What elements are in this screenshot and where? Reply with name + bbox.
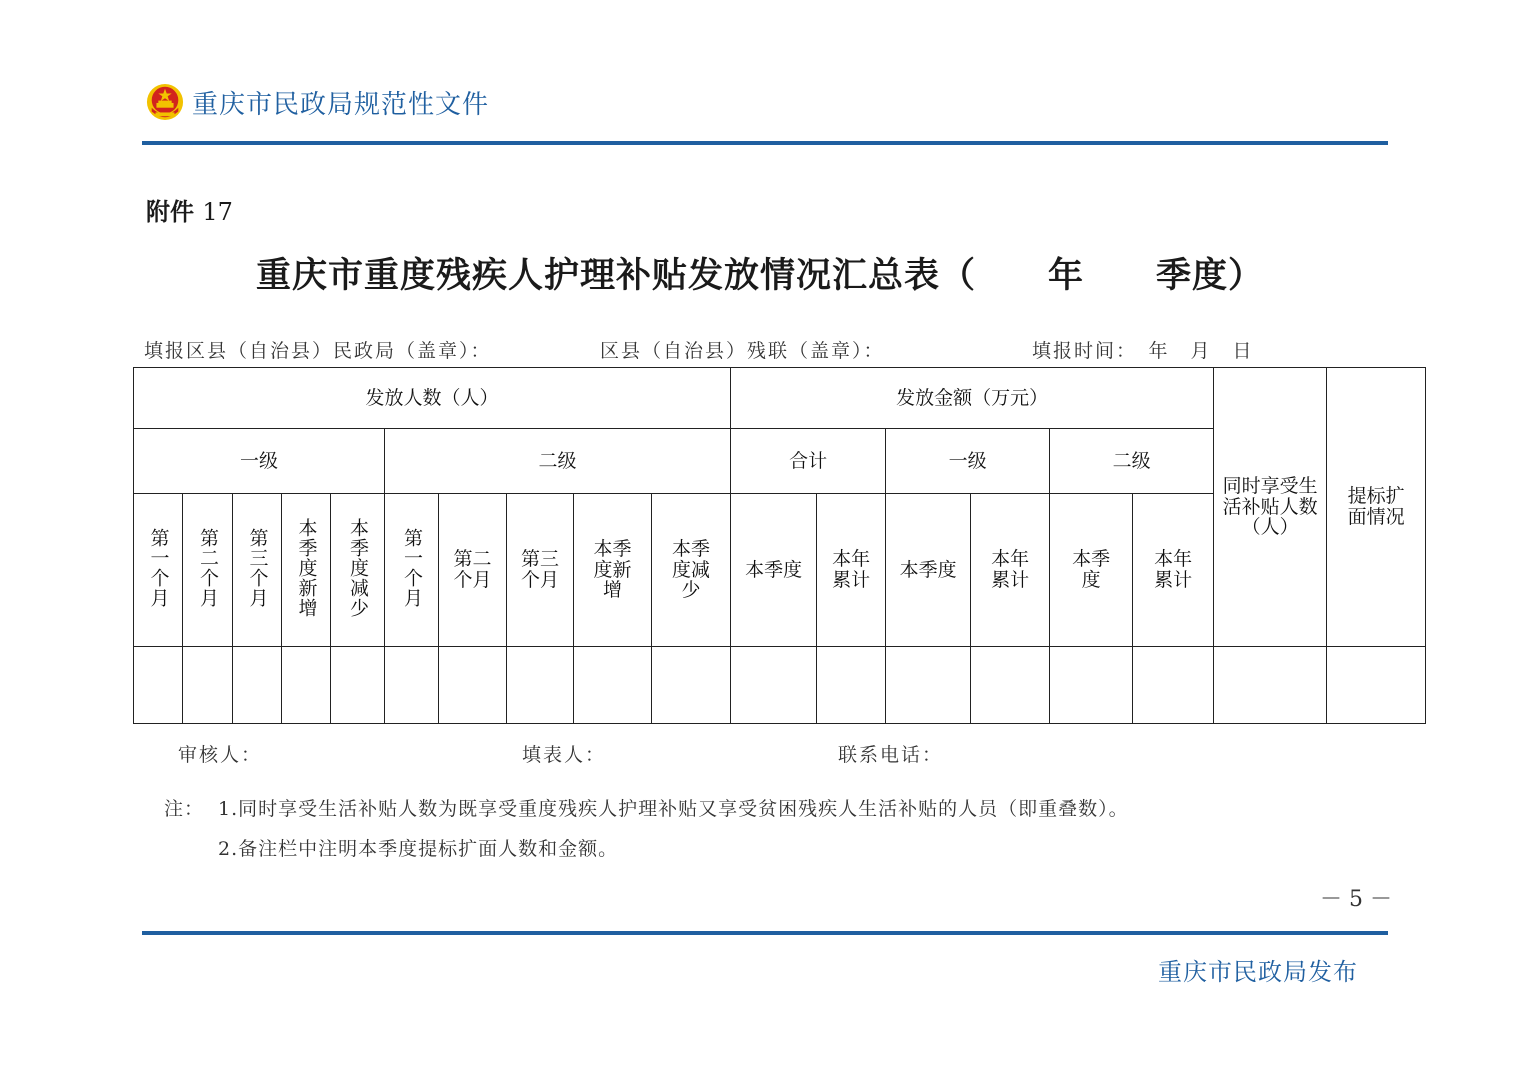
people-l2-new-label: 本季度新增 [593, 537, 632, 602]
note-2: 2.备注栏中注明本季度提标扩面人数和金额。 [218, 838, 619, 860]
table-cell[interactable] [971, 647, 1050, 724]
filler-label: 填表人： [522, 744, 607, 766]
header-title: 重庆市民政局规范性文件 [192, 89, 490, 120]
phone-label: 联系电话： [838, 744, 944, 766]
people-level1-header: 一级 [134, 429, 385, 494]
amount-l1-quarter-header: 本季度 [886, 494, 971, 647]
amount-l1-year-header [971, 494, 1050, 647]
table-cell[interactable] [731, 647, 817, 724]
amount-l1-year-label: 本年累计 [991, 548, 1030, 591]
table-cell[interactable] [574, 647, 652, 724]
expand-header [1327, 368, 1426, 647]
people-l1-month1-header [134, 494, 183, 647]
people-l2-decrease-header [652, 494, 731, 647]
concurrent-subsidy-label: 同时享受生活补贴人数（人） [1222, 474, 1318, 539]
footer-publisher: 重庆市民政局发布 [1158, 958, 1358, 986]
header-rule [142, 141, 1388, 145]
amount-total-header: 合计 [731, 429, 886, 494]
group-people-header: 发放人数（人） [134, 368, 731, 429]
amount-level2-header: 二级 [1050, 429, 1214, 494]
people-l2-month2-header [439, 494, 507, 647]
amount-l2-quarter-label: 本季度 [1072, 548, 1111, 591]
people-l1-month1-label: 第一个月 [147, 527, 170, 608]
table-cell[interactable] [183, 647, 233, 724]
people-l2-month3-label: 第三个月 [520, 548, 559, 591]
table-cell[interactable] [282, 647, 331, 724]
table-row [134, 647, 1426, 724]
national-emblem-icon [146, 83, 184, 121]
amount-total-year-header [817, 494, 886, 647]
table-header-row-1 [134, 368, 1426, 429]
table-cell[interactable] [233, 647, 282, 724]
table-cell[interactable] [817, 647, 886, 724]
attachment-label [146, 192, 233, 227]
people-l2-month3-header [507, 494, 574, 647]
footer-rule [142, 931, 1388, 935]
notes-prefix: 注： [164, 798, 205, 820]
table-cell[interactable] [652, 647, 731, 724]
table-cell[interactable] [439, 647, 507, 724]
amount-total-quarter-header: 本季度 [731, 494, 817, 647]
people-l1-decrease-header [331, 494, 385, 647]
amount-level1-header: 一级 [886, 429, 1050, 494]
note-1: 1.同时享受生活补贴人数为既享受重度残疾人护理补贴又享受贫困残疾人生活补贴的人员（即重叠数）。 [218, 798, 1129, 820]
people-l2-month2-label: 第二个月 [453, 548, 492, 591]
table-cell[interactable] [1133, 647, 1214, 724]
document-title: 重庆市重度残疾人护理补贴发放情况汇总表（ 年 季度） [255, 255, 1264, 296]
amount-total-year-label: 本年累计 [832, 548, 871, 591]
table-cell[interactable] [1327, 647, 1426, 724]
people-l1-month3-label: 第三个月 [246, 527, 269, 608]
people-l2-new-header [574, 494, 652, 647]
meta-fill-time: 填报时间： 年 月 日 [1032, 340, 1254, 362]
people-l2-decrease-label: 本季度减少 [672, 537, 711, 602]
amount-l2-year-label: 本年累计 [1154, 548, 1193, 591]
people-l1-new-label: 本季度新增 [295, 517, 318, 618]
table-cell[interactable] [385, 647, 439, 724]
table-cell[interactable] [1214, 647, 1327, 724]
table-cell[interactable] [134, 647, 183, 724]
table-cell[interactable] [1050, 647, 1133, 724]
people-l1-new-header [282, 494, 331, 647]
people-l2-month1-label: 第一个月 [400, 527, 423, 608]
table-cell[interactable] [886, 647, 971, 724]
amount-l2-year-header [1133, 494, 1214, 647]
page-number: － 5 － [1320, 887, 1392, 912]
meta-disabled-federation: 区县（自治县）残联（盖章）： [600, 340, 885, 362]
people-l1-month3-header [233, 494, 282, 647]
attachment-number: 17 [202, 198, 233, 226]
people-l1-month2-label: 第二个月 [196, 527, 219, 608]
document-header [146, 80, 489, 124]
reviewer-label: 审核人： [178, 744, 263, 766]
people-l1-month2-header [183, 494, 233, 647]
table-cell[interactable] [507, 647, 574, 724]
people-level2-header: 二级 [385, 429, 731, 494]
meta-civil-affairs: 填报区县（自治县）民政局（盖章）： [144, 340, 492, 362]
amount-l2-quarter-header [1050, 494, 1133, 647]
people-l2-month1-header [385, 494, 439, 647]
concurrent-subsidy-header [1214, 368, 1327, 647]
attachment-label-text: 附件 [146, 198, 194, 226]
expand-label: 提标扩面情况 [1347, 485, 1405, 528]
summary-table [133, 367, 1426, 724]
table-cell[interactable] [331, 647, 385, 724]
people-l1-decrease-label: 本季度减少 [346, 517, 369, 618]
group-amount-header: 发放金额（万元） [731, 368, 1214, 429]
